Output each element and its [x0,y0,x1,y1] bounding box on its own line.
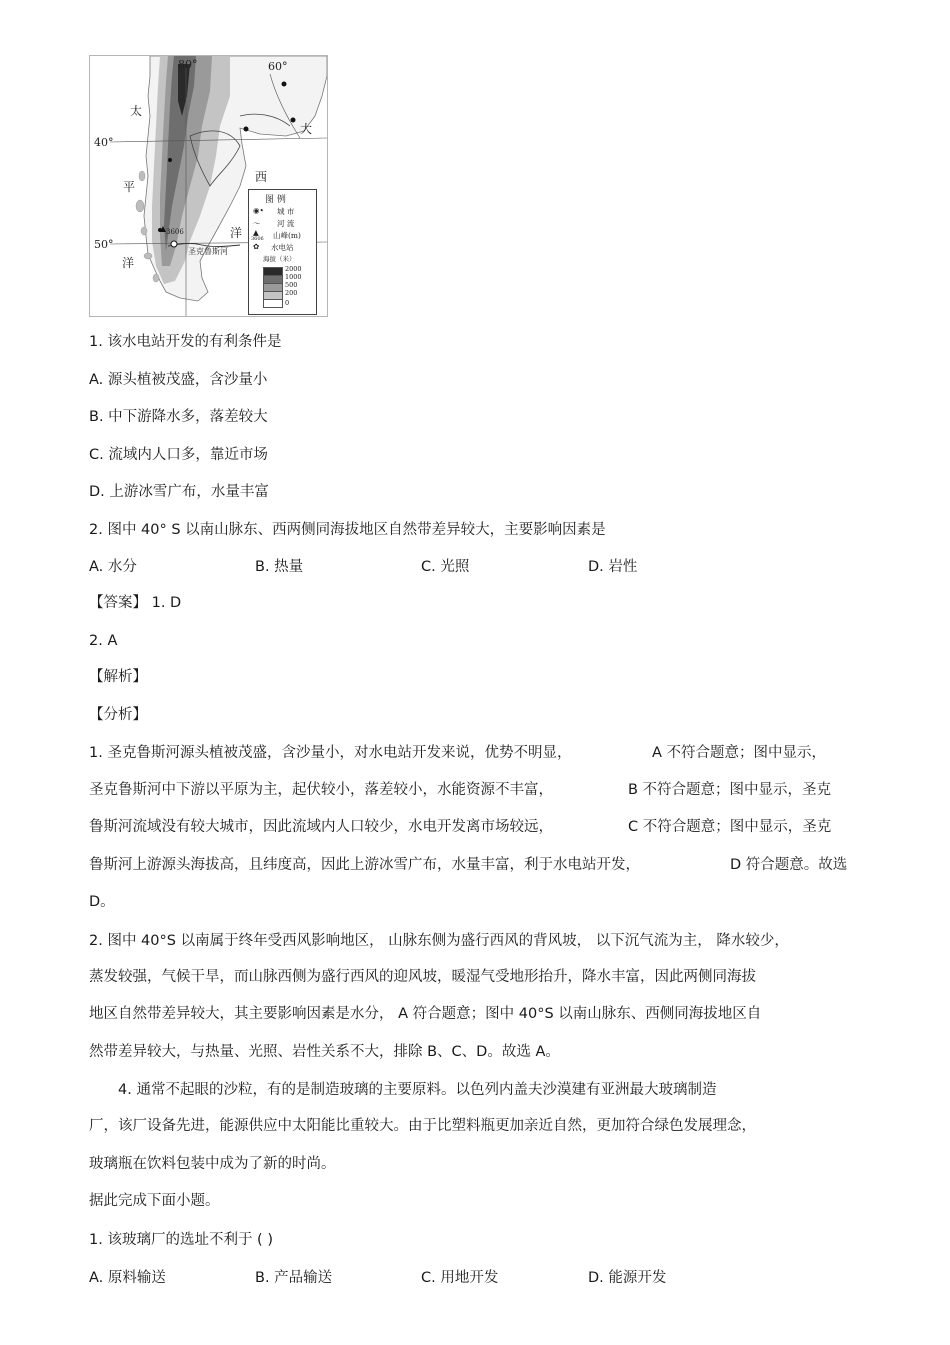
ocean-label-char: 平 [123,180,136,194]
legend-station: 水电站 [271,243,294,252]
analysis-1-line: 鲁斯河流域没有较大城市，因此流域内人口较少，水电开发离市场较远， [89,819,553,835]
ocean-label-char: 大 [300,122,313,136]
legend-city: 城 市 [277,207,295,216]
analysis-1-line-right: A 不符合题意；图中显示， [652,745,827,761]
legend-level: 500 [285,281,298,289]
question-4-intro-line: 厂，该厂设备先进，能源供应中太阳能比重较大。由于比塑料瓶更加亲近自然，更加符合绿色发展理念， [89,1118,756,1134]
ocean-label-char: 洋 [230,226,243,240]
legend-peak-value: 3606 [251,236,264,242]
legend-level: 2000 [285,265,302,273]
lon-label-80: 80° [178,58,198,71]
question-1-option-a: A. 源头植被茂盛，含沙量小 [89,372,268,388]
answer-line-2: 2. A [89,633,118,649]
analysis-1-line: 圣克鲁斯河中下游以平原为主，起伏较小，落差较小，水能资源不丰富， [89,782,553,798]
question-1-option-b: B. 中下游降水多，落差较大 [89,409,268,425]
question-4-option-d: D. 能源开发 [588,1270,667,1286]
legend-level: 200 [285,289,298,297]
legend-peak: 山峰(m) [273,231,301,240]
question-1-option-d: D. 上游冰雪广布，水量丰富 [89,484,269,500]
legend-river-icon: 〜 [253,219,261,228]
legend-level: 0 [285,299,290,307]
lon-label-60: 60° [268,60,288,73]
question-2-option-c: C. 光照 [421,559,470,575]
analysis-2-line: 地区自然带差异较大，其主要影响因素是水分， A 符合题意；图中 40°S 以南山脉东、西侧同海拔地区自 [89,1006,762,1022]
legend-river: 河 流 [277,219,295,228]
question-2-stem: 2. 图中 40° S 以南山脉东、西两侧同海拔地区自然带差异较大，主要影响因素是 [89,522,606,538]
river-label: 圣克鲁斯河 [188,247,228,256]
peak-label: 3606 [166,228,184,236]
question-4-option-b: B. 产品输送 [255,1270,333,1286]
question-4-option-c: C. 用地开发 [421,1270,499,1286]
question-4-option-a: A. 原料输送 [89,1270,166,1286]
analysis-1-line: 1. 圣克鲁斯河源头植被茂盛，含沙量小，对水电站开发来说，优势不明显， [89,745,572,761]
analysis-1-line-right: B 不符合题意；图中显示，圣克 [628,782,832,798]
legend-swatch [263,299,283,308]
map-figure [89,55,328,317]
answer-line-1: 【答案】 1. D [89,595,182,611]
map-legend [248,189,317,315]
lat-label-40: 40° [94,136,114,149]
analysis-1-line: 鲁斯河上游源头海拔高，且纬度高，因此上游冰雪广布，水量丰富，利于水电站开发， [89,857,640,873]
question-4-intro-line: 玻璃瓶在饮料包装中成为了新的时尚。 [89,1156,336,1172]
city-dot [291,118,296,123]
city-dot [244,127,249,132]
city-dot [168,158,172,162]
analysis-2-line: 蒸发较强，气候干旱，而山脉西侧为盛行西风的迎风坡，暖湿气受地形抬升，降水丰富，因此两侧同海拔 [89,969,756,985]
question-4-intro-line: 4. 通常不起眼的沙粒，有的是制造玻璃的主要原料。以色列内盖夫沙漠建有亚洲最大玻璃制造 [118,1082,717,1098]
analysis-1-line-right: D 符合题意。故选 [730,857,848,873]
ocean-label-char: 太 [130,104,143,118]
question-4-sub-stem: 1. 该玻璃厂的选址不利于 ( ) [89,1232,273,1248]
analysis-1-line: D。 [89,894,115,910]
legend-level: 1000 [285,273,302,281]
legend-elevation-title: 海拔（米） [263,255,296,263]
question-2-option-d: D. 岩性 [588,559,638,575]
question-1-stem: 1. 该水电站开发的有利条件是 [89,334,282,350]
lat-label-50: 50° [94,238,114,251]
legend-title: 图 例 [265,195,286,205]
question-1-option-c: C. 流域内人口多，靠近市场 [89,447,268,463]
legend-city-icon: ◉• [253,206,264,215]
question-4-instruction: 据此完成下面小题。 [89,1193,220,1209]
analysis-2-line: 2. 图中 40°S 以南属于终年受西风影响地区， 山脉东侧为盛行西风的背风坡， 以下沉气流为主， 降水较少， [89,933,789,949]
analysis-1-line-right: C 不符合题意；图中显示，圣克 [628,819,832,835]
jiexi-heading: 【解析】 [89,669,147,685]
question-2-option-a: A. 水分 [89,559,137,575]
legend-peak-icon: ▲ [253,228,259,237]
ocean-label-char: 西 [255,170,268,184]
ocean-label-char: 洋 [122,256,135,270]
fenxi-heading: 【分析】 [89,707,147,723]
city-dot [282,82,287,87]
hydropower-station-icon [171,241,177,247]
analysis-2-line: 然带差异较大，与热量、光照、岩性关系不大，排除 B、C、D。故选 A。 [89,1044,560,1060]
question-2-option-b: B. 热量 [255,559,304,575]
legend-station-icon: ✿ [253,242,260,251]
